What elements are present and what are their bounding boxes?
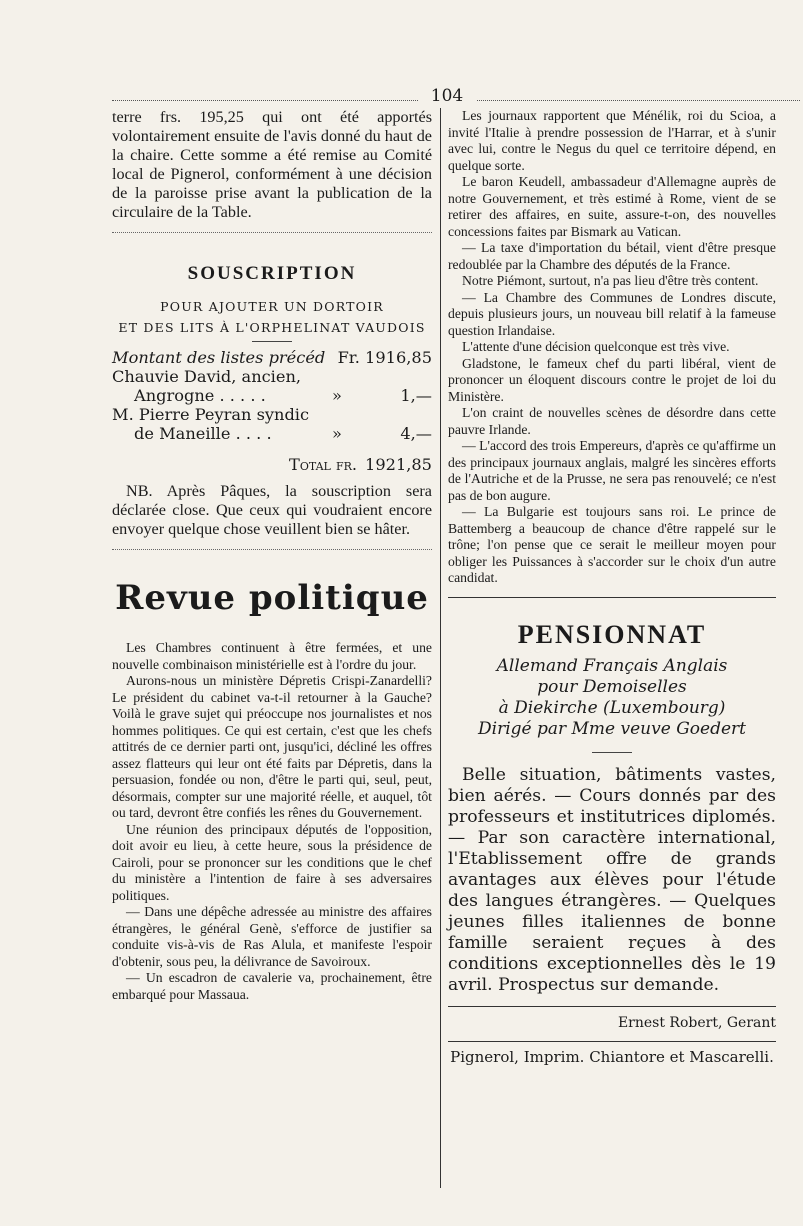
entry1-name: Chauvie David, ancien,	[112, 367, 302, 386]
news-paragraph: Gladstone, le fameux chef du parti libéral, vient de prononcer un éloquent discours contre le projet de loi du Ministère.	[448, 355, 776, 404]
news-paragraph: — La Chambre des Communes de Londres discute, depuis plusieurs jours, un nouveau bill relatif à la fameuse question Irlandaise.	[448, 289, 776, 338]
entry2-mark: »	[332, 424, 342, 443]
pensionnat-body: Belle situation, bâtiments vastes, bien aérés. — Cours donnés par des professeurs et institutrices diplomés. — Par son caractère international, l'Etablissement offre de grands avantages aux élèves pour l'étude des langues étrangères. — Quelques jeunes filles italiennes de bonne famille seraient reçues à des conditions exceptionnelles dès le 19 avril. Prospectus sur demande.	[448, 764, 776, 995]
revue-paragraph: Aurons-nous un ministère Dépretis Crispi-Zanardelli? Le président du cabinet va-t-il retourner à la Gauche? Voilà le grave sujet qui préoccupe nos journalistes et nos hommes politiques. Ce qui est certain, c'est que les chefs attitrés de ce dernier parti ont, jusqu'ici, décliné les offres assez flatteurs qui leur ont été faits par Dépretis, dans la persuasion, fondée ou non, d'être le parti qui, seul, peut, désormais, compter sur une majorité réelle, et auquel, tôt ou tard, devront être confiés les rênes du Gouvernement.	[112, 673, 432, 820]
news-paragraph: Les journaux rapportent que Ménélik, roi du Scioa, a invité l'Italie à prendre possession de l'Harrar, et à s'unir avec lui, contre le Negus du quel ce territoire dépend, en quelque sorte.	[448, 108, 776, 173]
entry2-row-b	[112, 424, 432, 443]
pensionnat-title: PENSIONNAT	[517, 619, 707, 649]
nb-paragraph: NB. Après Pâques, la souscription sera déclarée close. Que ceux qui voudraient encore envoyer quelque chose veuillent bien se hâter.	[112, 482, 432, 538]
entry2-place: de Maneille . . . .	[134, 424, 272, 443]
pensionnat-sub3: à Diekirche (Luxembourg)	[498, 697, 726, 718]
divider	[112, 232, 432, 233]
total-row	[112, 455, 432, 474]
page-number: 104	[418, 86, 476, 106]
divider	[112, 549, 432, 550]
news-paragraph: L'on craint de nouvelles scènes de désordre dans cette pauvre Irlande.	[448, 405, 776, 437]
montant-value: Fr. 1916,85	[337, 348, 432, 367]
imprim-line: Pignerol, Imprim. Chiantore et Mascarelli.	[450, 1047, 774, 1066]
pensionnat-ad	[448, 597, 776, 996]
pensionnat-sub2: pour Demoiselles	[537, 676, 687, 697]
souscription-line1: POUR AJOUTER UN DORTOIR	[160, 299, 384, 314]
news-paragraph: — L'accord des trois Empereurs, d'après ce qu'affirme un des principaux journaux anglais, malgré les sincères efforts de l'Autriche et de la Prusse, ne sera pas renouvelé; ce n'est pas de bon augure.	[448, 438, 776, 503]
news-paragraph: — La Bulgarie est toujours sans roi. Le prince de Battemberg a beaucoup de chance d'être rappelé sur le trône; l'on pense que ce serait le meilleur moyen pour obliger les Puissances à s'accorder sur le choix d'un autre candidat.	[448, 504, 776, 585]
entry2-name: M. Pierre Peyran syndic	[112, 405, 310, 424]
montant-label: Montant des listes précéd	[112, 348, 326, 367]
column-divider	[440, 108, 441, 1188]
revue-title: Revue politique	[115, 578, 429, 618]
revue-paragraph: Une réunion des principaux députés de l'opposition, doit avoir eu lieu, à cette heure, sous la présidence de Cairoli, pour se prononcer sur les conditions que le chef du ministère a l'intention de faire à ses adversaires politiques.	[112, 821, 432, 903]
entry1-place: Angrogne . . . . .	[134, 386, 266, 405]
news-paragraph: — La taxe d'importation du bétail, vient d'être presque redoublée par la Chambre des députés de la France.	[448, 240, 776, 272]
revue-paragraph: Les Chambres continuent à être fermées, et une nouvelle combinaison ministérielle est à l'ordre du jour.	[112, 640, 432, 672]
montant-row	[112, 348, 432, 367]
pensionnat-sub4: Dirigé par Mme veuve Goedert	[478, 718, 746, 739]
entry2-value: 4,—	[400, 424, 432, 443]
gerant-line: Ernest Robert, Gerant	[617, 1014, 776, 1031]
left-column	[112, 108, 432, 1003]
news-paragraph: L'attente d'une décision quelconque est très vive.	[462, 339, 730, 354]
entry2-row-a	[112, 405, 432, 424]
short-divider	[252, 341, 292, 342]
entry1-row-a	[112, 367, 432, 386]
intro-paragraph: terre frs. 195,25 qui ont été apportés volontairement ensuite de l'avis donné du haut de la chaire. Cette somme a été remise au Comité local de Pignerol, conformément à une décision de la paroisse prise avant la publication de la circulaire de la Table.	[112, 108, 432, 221]
total-label: Total fr.	[289, 455, 358, 474]
news-paragraph: Le baron Keudell, ambassadeur d'Allemagne auprès de notre Gouvernement, et très estimé à Rome, vient de se retirer des affaires, en suite, assure-t-on, des nouvelles concessions faites par Bismark au Vatican.	[448, 174, 776, 239]
entry1-row-b	[112, 386, 432, 405]
news-paragraph: Notre Piémont, surtout, n'a pas lieu d'être très content.	[462, 273, 759, 288]
entry1-value: 1,—	[400, 386, 432, 405]
souscription-line2: ET DES LITS À L'ORPHELINAT VAUDOIS	[118, 320, 426, 335]
footer-box	[448, 1006, 776, 1031]
right-column	[448, 108, 776, 1066]
revue-paragraph: — Dans une dépêche adressée au ministre des affaires étrangères, le général Genè, s'efforce de justifier sa conduite vis-à-vis de Ras Alula, et manifeste l'espoir d'obtenir, sous peu, la délivrance de Savoiroux.	[112, 904, 432, 969]
short-divider	[592, 752, 632, 753]
imprim-box	[448, 1041, 776, 1066]
entry1-mark: »	[332, 386, 342, 405]
total-value: 1921,85	[365, 455, 432, 474]
revue-paragraph: — Un escadron de cavalerie va, prochainement, être embarqué pour Massaua.	[112, 970, 432, 1002]
pensionnat-sub1: Allemand Français Anglais	[496, 655, 728, 676]
souscription-title: SOUSCRIPTION	[187, 263, 357, 284]
